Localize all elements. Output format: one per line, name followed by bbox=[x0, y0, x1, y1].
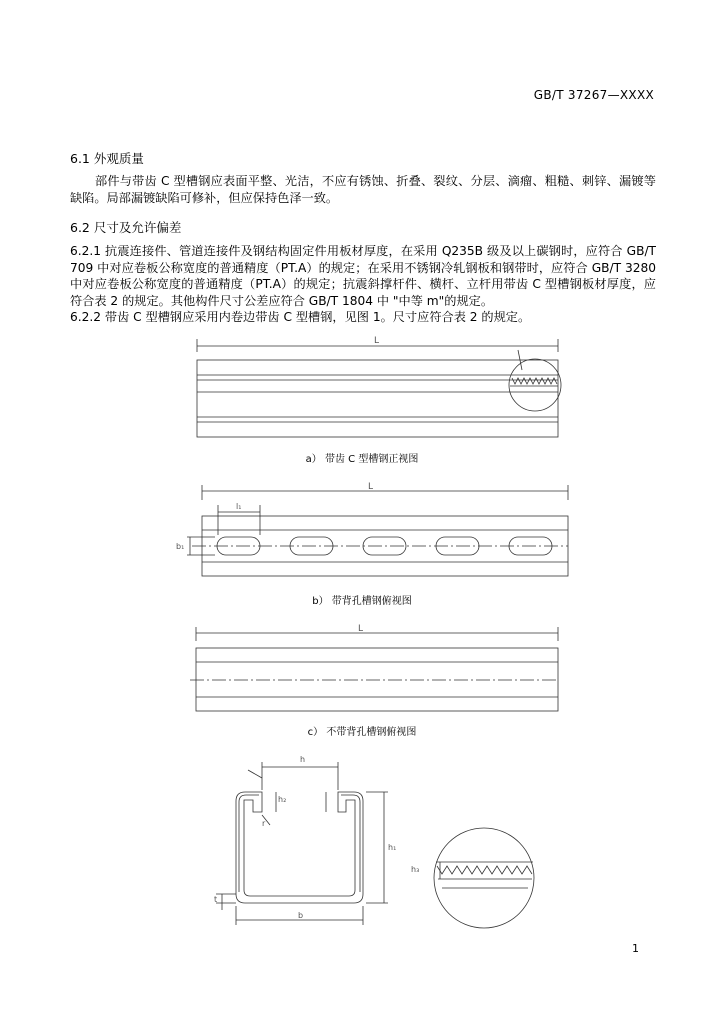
fig-b-dim-l1: l₁ bbox=[236, 502, 242, 511]
figure-b-caption: b） 带背孔槽钢俯视图 bbox=[312, 596, 412, 607]
fig-d-dim-h1: h₁ bbox=[388, 843, 397, 852]
fig-d-dim-t: t bbox=[214, 895, 218, 904]
fig-d-dim-h3: h₃ bbox=[411, 865, 420, 874]
clause-6-2-1: 6.2.1 抗震连接件、管道连接件及钢结构固定件用板材厚度，在采用 Q235B 级及以上碳钢时，应符合 GB/T 709 中对应卷板公称宽度的普通精度（PT.A）的规定；在采用不锈钢冷轧钢板和钢带时，应符合 GB/T 3280 中对应卷板公称宽度的普通精度（PT.A）的规定；抗震斜撑杆件、横杆、立杆用带齿 C 型槽钢板材厚度，应符合表 2 的规定。其他构件尺寸公差应符合 GB/T 1804 中 "中等 m"的规定。 bbox=[70, 244, 656, 308]
fig-b-dim-b1: b₁ bbox=[176, 542, 185, 551]
page-number: 1 bbox=[632, 942, 639, 955]
fig-d-dim-b: b bbox=[298, 911, 304, 920]
clause-6-2-2: 6.2.2 带齿 C 型槽钢应采用内卷边带齿 C 型槽钢，见图 1。尺寸应符合表 2 的规定。 bbox=[70, 310, 531, 324]
fig-d-dim-h2: h₂ bbox=[278, 795, 287, 804]
section-6-2-heading: 6.2 尺寸及允许偏差 bbox=[70, 220, 182, 235]
fig-b-dim-L: L bbox=[368, 482, 374, 492]
fig-d-dim-r: r bbox=[262, 819, 266, 828]
fig-c-dim-L: L bbox=[358, 624, 364, 634]
document-number: GB/T 37267—XXXX bbox=[533, 88, 654, 102]
section-6-1-paragraph: 部件与带齿 C 型槽钢应表面平整、光洁，不应有锈蚀、折叠、裂纹、分层、滴瘤、粗糙、刺锌、漏镀等缺陷。局部漏镀缺陷可修补，但应保持色泽一致。 bbox=[70, 174, 656, 205]
figure-c-caption: c） 不带背孔槽钢俯视图 bbox=[307, 727, 417, 738]
figure-a-caption: a） 带齿 C 型槽钢正视图 bbox=[305, 454, 419, 465]
section-6-1-heading: 6.1 外观质量 bbox=[70, 151, 144, 166]
fig-a-dim-L: L bbox=[374, 336, 380, 346]
fig-d-dim-h: h bbox=[300, 755, 306, 764]
